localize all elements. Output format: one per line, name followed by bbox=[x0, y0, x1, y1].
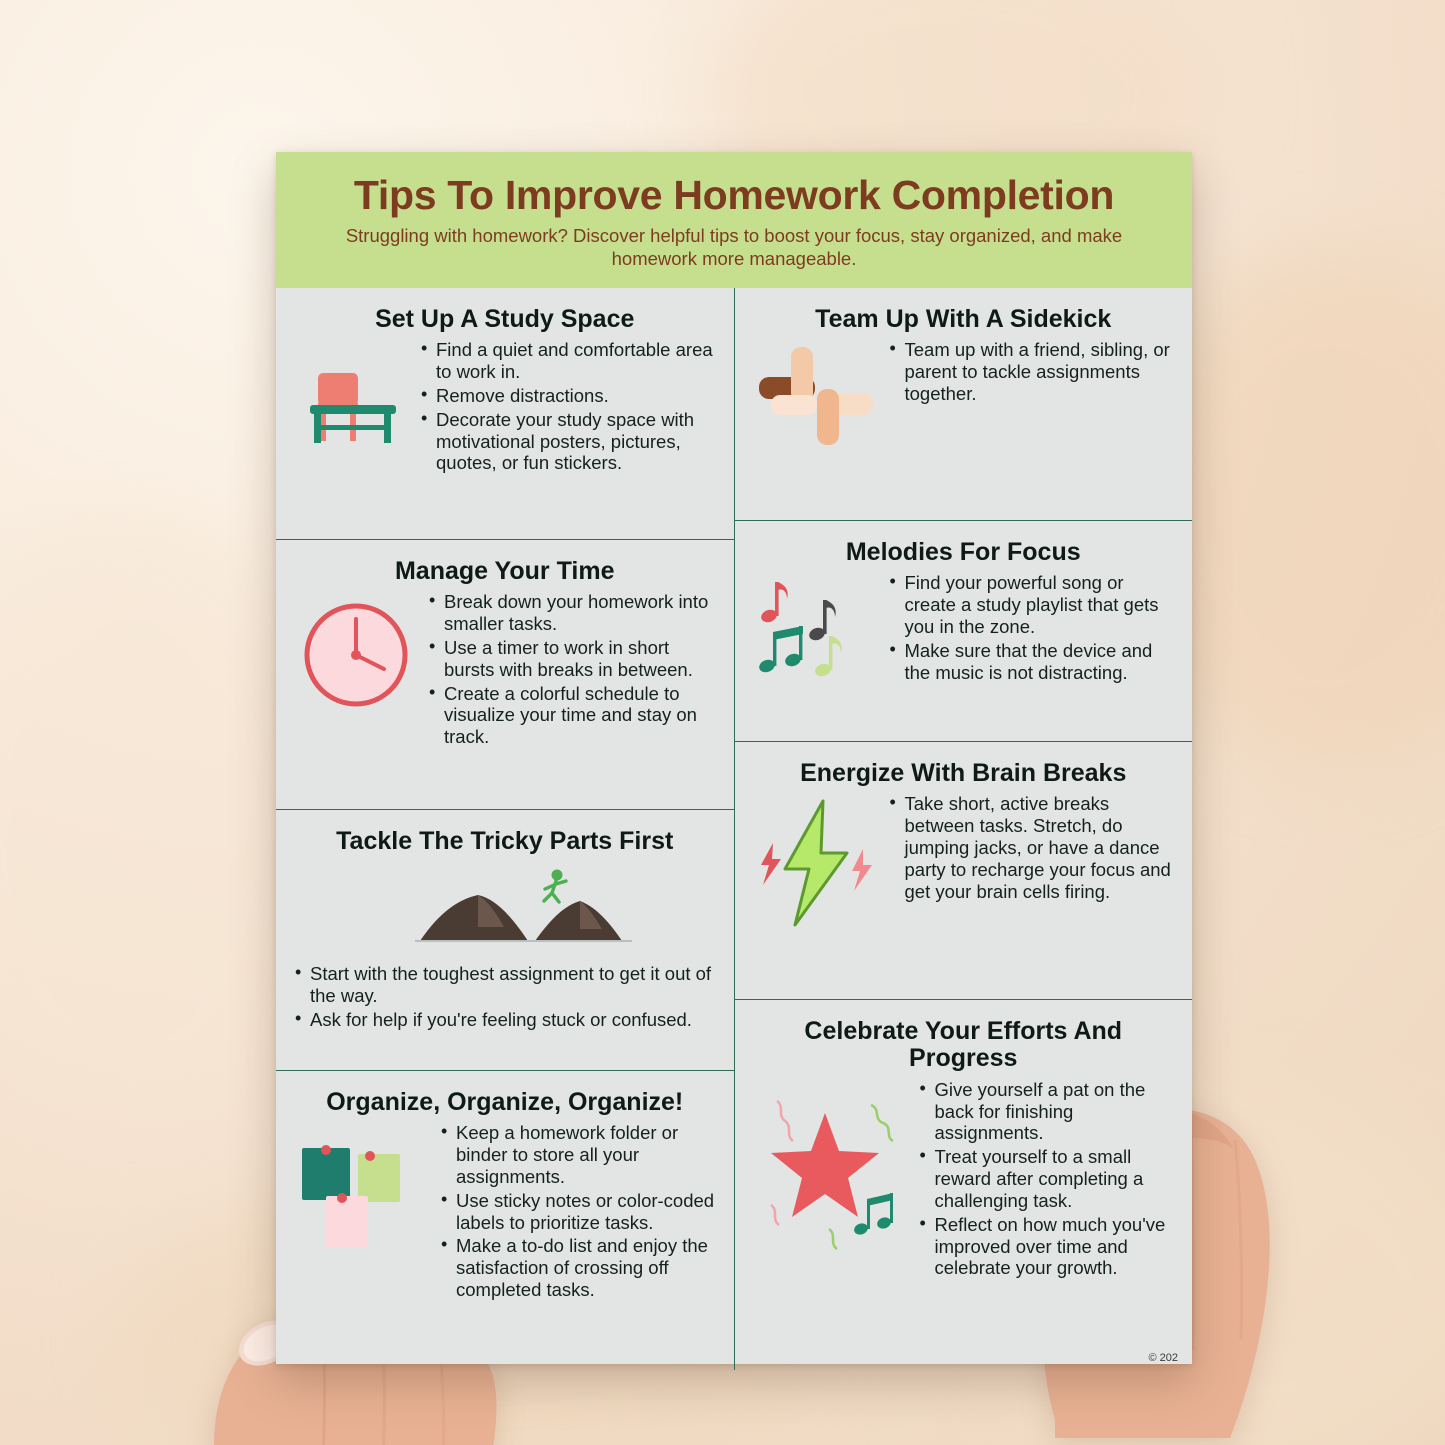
card-study-space bbox=[276, 288, 734, 540]
page-title: Tips To Improve Homework Completion bbox=[353, 172, 1115, 218]
music-notes-icon bbox=[751, 572, 881, 692]
column-left bbox=[276, 288, 735, 1370]
list-item: • Make sure that the device and the music is not distracting. bbox=[903, 640, 1177, 684]
card-bullets bbox=[885, 339, 1177, 406]
list-item: • Keep a homework folder or binder to store all your assignments. bbox=[454, 1122, 718, 1187]
list-item: • Find your powerful song or create a study playlist that gets you in the zone. bbox=[903, 572, 1177, 637]
sticky-notes-icon bbox=[292, 1122, 432, 1262]
cards-grid bbox=[276, 288, 1192, 1370]
card-tricky-parts bbox=[276, 810, 734, 1071]
card-title: Melodies For Focus bbox=[845, 537, 1081, 566]
teamwork-hands-icon bbox=[751, 339, 881, 459]
list-item: • Decorate your study space with motivational posters, pictures, quotes, or fun stickers. bbox=[434, 409, 718, 474]
poster-header bbox=[276, 152, 1192, 288]
card-title: Celebrate Your Efforts And Progress bbox=[804, 1016, 1123, 1073]
copyright-notice: © 202 bbox=[1148, 1351, 1178, 1364]
card-bullets bbox=[424, 591, 718, 750]
list-item: • Give yourself a pat on the back for finishing assignments. bbox=[933, 1079, 1177, 1144]
card-bullets bbox=[885, 793, 1177, 904]
list-item: • Team up with a friend, sibling, or parent to tackle assignments together. bbox=[903, 339, 1177, 404]
card-celebrate bbox=[735, 1000, 1193, 1370]
clock-icon bbox=[292, 591, 420, 719]
card-organize bbox=[276, 1071, 734, 1370]
lightning-bolt-icon bbox=[751, 793, 881, 933]
poster bbox=[276, 152, 1192, 1364]
card-bullets bbox=[436, 1122, 718, 1303]
list-item: • Find a quiet and comfortable area to work in. bbox=[434, 339, 718, 383]
mountain-climber-icon bbox=[292, 861, 718, 953]
card-bullets bbox=[416, 339, 718, 476]
card-bullets bbox=[292, 963, 718, 1032]
card-title: Team Up With A Sidekick bbox=[815, 304, 1112, 333]
list-item: • Start with the toughest assignment to get it out of the way. bbox=[308, 963, 718, 1007]
list-item: • Treat yourself to a small reward after completing a challenging task. bbox=[933, 1146, 1177, 1211]
list-item: • Use sticky notes or color-coded labels to prioritize tasks. bbox=[454, 1190, 718, 1234]
card-title: Organize, Organize, Organize! bbox=[326, 1087, 684, 1116]
card-title: Manage Your Time bbox=[394, 556, 615, 585]
list-item: • Create a colorful schedule to visualize your time and stay on track. bbox=[442, 683, 718, 748]
list-item: • Reflect on how much you've improved over time and celebrate your growth. bbox=[933, 1214, 1177, 1279]
card-sidekick bbox=[735, 288, 1193, 521]
star-celebration-icon bbox=[751, 1079, 911, 1269]
list-item: • Use a timer to work in short bursts with breaks in between. bbox=[442, 637, 718, 681]
list-item: • Break down your homework into smaller tasks. bbox=[442, 591, 718, 635]
column-right bbox=[735, 288, 1193, 1370]
page-subtitle: Struggling with homework? Discover helpful tips to boost your focus, stay organized, and make homework more manageable. bbox=[345, 225, 1123, 269]
card-bullets bbox=[885, 572, 1177, 685]
card-manage-time bbox=[276, 540, 734, 810]
card-brain-breaks bbox=[735, 742, 1193, 1000]
list-item: • Take short, active breaks between tasks. Stretch, do jumping jacks, or have a dance party to recharge your focus and get your brain cells firing. bbox=[903, 793, 1177, 902]
card-bullets bbox=[915, 1079, 1177, 1281]
card-title: Set Up A Study Space bbox=[375, 304, 635, 333]
desk-and-chair-icon bbox=[292, 339, 412, 459]
card-title: Tackle The Tricky Parts First bbox=[336, 826, 674, 855]
card-melodies bbox=[735, 521, 1193, 742]
card-title: Energize With Brain Breaks bbox=[800, 758, 1127, 787]
list-item: • Remove distractions. bbox=[434, 385, 718, 407]
list-item: • Make a to-do list and enjoy the satisfaction of crossing off completed tasks. bbox=[454, 1235, 718, 1300]
list-item: • Ask for help if you're feeling stuck or confused. bbox=[308, 1009, 718, 1031]
